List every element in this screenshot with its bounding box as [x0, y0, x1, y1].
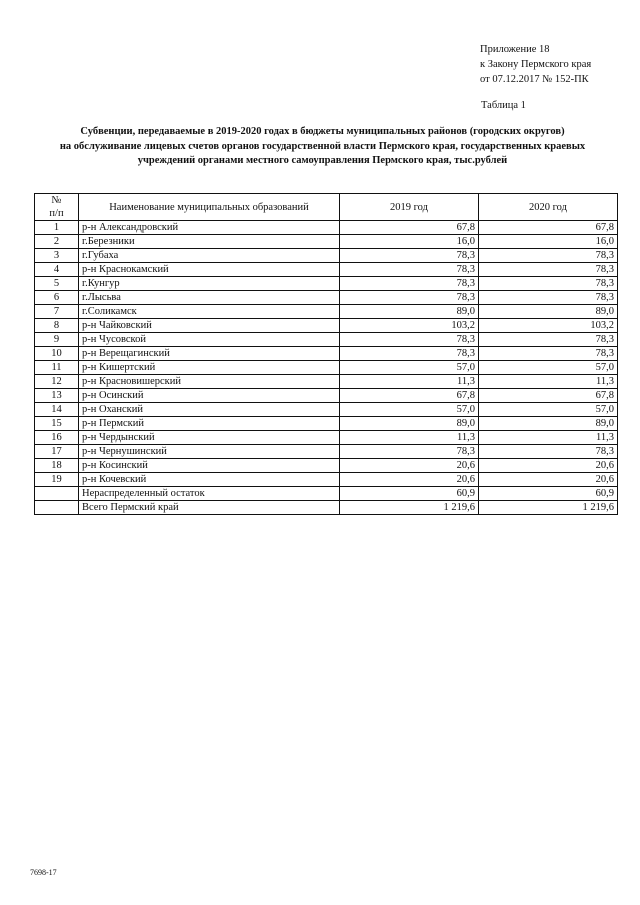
row-name: р-н Пермский: [79, 417, 340, 431]
table-row: [35, 221, 618, 235]
row-value-2019: 20,6: [340, 473, 479, 487]
heading-line-1: Субвенции, передаваемые в 2019-2020 годах в бюджеты муниципальных районов (городских округов): [80, 126, 565, 137]
row-name: г.Кунгур: [79, 277, 340, 291]
header-number: [35, 194, 79, 221]
appendix-date: от 07.12.2017 № 152-ПК: [480, 74, 589, 85]
row-value-2020: 67,8: [479, 221, 618, 235]
row-name: р-н Оханский: [79, 403, 340, 417]
row-value-2020: 60,9: [479, 487, 618, 501]
table-row: [35, 347, 618, 361]
row-number: 6: [35, 291, 79, 305]
row-number: 5: [35, 277, 79, 291]
row-value-2020: 78,3: [479, 347, 618, 361]
table-row: [35, 389, 618, 403]
row-value-2019: 16,0: [340, 235, 479, 249]
row-value-2020: 78,3: [479, 291, 618, 305]
row-value-2019: 78,3: [340, 445, 479, 459]
row-value-2019: 57,0: [340, 361, 479, 375]
table-row: [35, 431, 618, 445]
row-value-2019: 78,3: [340, 333, 479, 347]
row-value-2019: 78,3: [340, 263, 479, 277]
row-value-2019: 1 219,6: [340, 501, 479, 515]
row-name: р-н Чусовской: [79, 333, 340, 347]
table-row: [35, 305, 618, 319]
header-municipality: Наименование муниципальных образований: [79, 194, 340, 221]
row-name: р-н Кишертский: [79, 361, 340, 375]
row-value-2020: 78,3: [479, 277, 618, 291]
table-row: [35, 417, 618, 431]
row-value-2019: 20,6: [340, 459, 479, 473]
row-name: г.Лысьва: [79, 291, 340, 305]
heading-line-2: на обслуживание лицевых счетов органов государственной власти Пермского края, государственных краевых: [59, 140, 586, 152]
table-row: [35, 291, 618, 305]
table-row: [35, 263, 618, 277]
row-value-2019: 57,0: [340, 403, 479, 417]
table-row: [35, 487, 618, 501]
header-2020: 2020 год: [479, 194, 618, 221]
table-label: Таблица 1: [481, 100, 526, 111]
row-name: р-н Косинский: [79, 459, 340, 473]
row-name: р-н Кочевский: [79, 473, 340, 487]
row-value-2020: 78,3: [479, 333, 618, 347]
row-number: 19: [35, 473, 79, 487]
row-name: г.Соликамск: [79, 305, 340, 319]
table-row: [35, 403, 618, 417]
row-name: р-н Краснокамский: [79, 263, 340, 277]
row-value-2020: 67,8: [479, 389, 618, 403]
table-row: [35, 277, 618, 291]
appendix-number: Приложение 18: [480, 44, 550, 55]
table-header-row: [35, 194, 618, 221]
row-value-2019: 67,8: [340, 221, 479, 235]
row-number: 9: [35, 333, 79, 347]
header-2019: 2019 год: [340, 194, 479, 221]
row-number: 14: [35, 403, 79, 417]
table-row: [35, 361, 618, 375]
row-number: 8: [35, 319, 79, 333]
row-value-2019: 60,9: [340, 487, 479, 501]
document-heading: [40, 125, 605, 169]
row-number: 2: [35, 235, 79, 249]
row-value-2019: 89,0: [340, 305, 479, 319]
row-value-2019: 103,2: [340, 319, 479, 333]
row-value-2020: 89,0: [479, 305, 618, 319]
row-value-2020: 57,0: [479, 361, 618, 375]
row-name: р-н Осинский: [79, 389, 340, 403]
row-name: р-н Александровский: [79, 221, 340, 235]
row-name: Нераспределенный остаток: [79, 487, 340, 501]
row-number: 16: [35, 431, 79, 445]
row-value-2020: 1 219,6: [479, 501, 618, 515]
row-value-2020: 11,3: [479, 431, 618, 445]
row-number: 3: [35, 249, 79, 263]
header-number-pp: п/п: [49, 208, 64, 219]
header-number-sign: №: [51, 195, 62, 206]
row-number: [35, 487, 79, 501]
footer-code: 7698-17: [30, 868, 57, 877]
row-value-2019: 78,3: [340, 291, 479, 305]
row-number: 4: [35, 263, 79, 277]
row-number: 15: [35, 417, 79, 431]
row-value-2020: 89,0: [479, 417, 618, 431]
row-value-2020: 20,6: [479, 473, 618, 487]
row-value-2020: 20,6: [479, 459, 618, 473]
row-value-2020: 16,0: [479, 235, 618, 249]
table-row: [35, 473, 618, 487]
appendix-reference: [480, 42, 591, 87]
table-row: [35, 333, 618, 347]
row-value-2020: 78,3: [479, 249, 618, 263]
row-name: р-н Верещагинский: [79, 347, 340, 361]
table-row: [35, 249, 618, 263]
row-number: 17: [35, 445, 79, 459]
row-value-2019: 67,8: [340, 389, 479, 403]
subsidy-table: [34, 193, 618, 515]
appendix-law: к Закону Пермского края: [480, 59, 592, 70]
row-value-2019: 78,3: [340, 277, 479, 291]
row-number: 12: [35, 375, 79, 389]
row-value-2019: 11,3: [340, 431, 479, 445]
row-name: р-н Красновишерский: [79, 375, 340, 389]
row-number: 18: [35, 459, 79, 473]
row-name: г.Березники: [79, 235, 340, 249]
row-number: 13: [35, 389, 79, 403]
table-row: [35, 445, 618, 459]
table-row: [35, 235, 618, 249]
row-value-2020: 11,3: [479, 375, 618, 389]
heading-line-3: учреждений органами местного самоуправления Пермского края, тыс.рублей: [137, 155, 508, 166]
row-value-2019: 89,0: [340, 417, 479, 431]
table-row: [35, 319, 618, 333]
row-value-2020: 57,0: [479, 403, 618, 417]
row-value-2019: 11,3: [340, 375, 479, 389]
row-number: 11: [35, 361, 79, 375]
row-value-2020: 103,2: [479, 319, 618, 333]
row-value-2020: 78,3: [479, 263, 618, 277]
row-number: 7: [35, 305, 79, 319]
row-name: р-н Чердынский: [79, 431, 340, 445]
table-row: [35, 501, 618, 515]
row-name: г.Губаха: [79, 249, 340, 263]
table-row: [35, 375, 618, 389]
table-row: [35, 459, 618, 473]
row-number: [35, 501, 79, 515]
row-value-2019: 78,3: [340, 347, 479, 361]
row-name: р-н Чайковский: [79, 319, 340, 333]
row-name: р-н Чернушинский: [79, 445, 340, 459]
row-number: 10: [35, 347, 79, 361]
row-number: 1: [35, 221, 79, 235]
row-value-2020: 78,3: [479, 445, 618, 459]
row-name: Всего Пермский край: [79, 501, 340, 515]
row-value-2019: 78,3: [340, 249, 479, 263]
